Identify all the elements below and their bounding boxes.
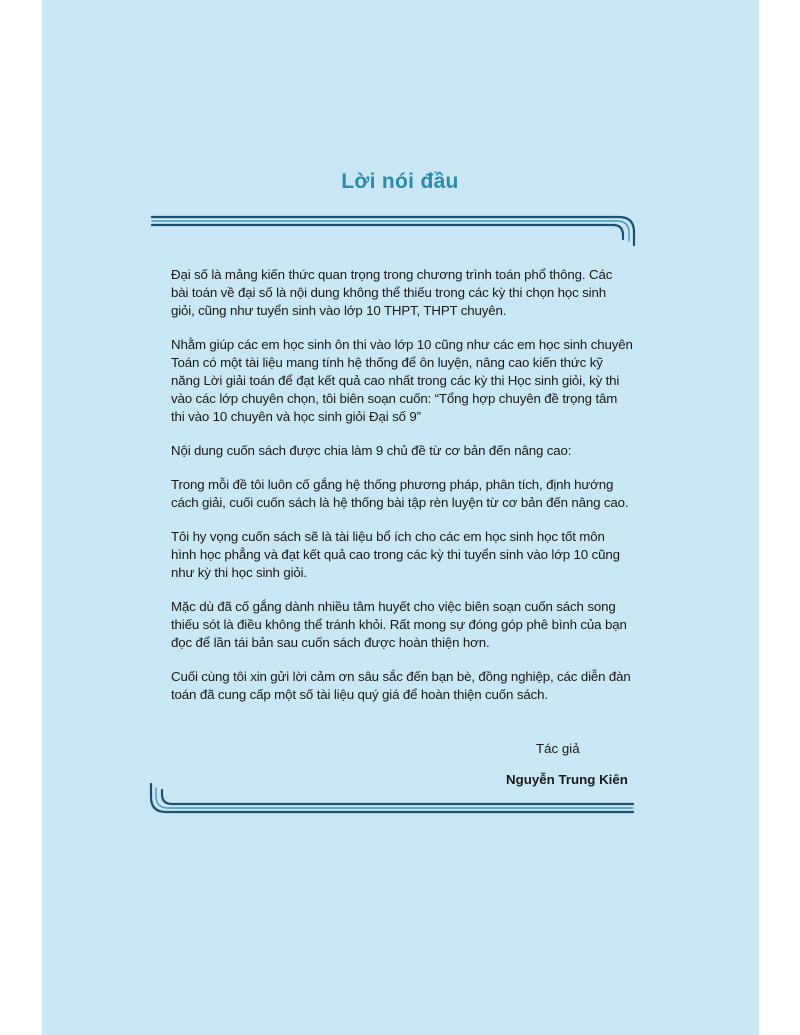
paragraph: Cuối cùng tôi xin gửi lời cảm ơn sâu sắc đến bạn bè, đồng nghiệp, các diễn đàn toán đã cung cấp một số tài liệu quý giá để hoàn thiện cuốn sách.	[171, 669, 631, 702]
page-title: Lời nói đầu	[341, 170, 459, 193]
paragraph: Đại số là mảng kiến thức quan trọng trong chương trình toán phổ thông. Các bài toán về đại số là nội dung không thể thiếu trong các kỳ thi chọn học sinh giỏi, cũng như tuyển sinh vào lớp 10 THPT, THPT chuyên.	[171, 267, 613, 318]
paragraph: Mặc dù đã cố gắng dành nhiều tâm huyết cho việc biên soạn cuốn sách song thiếu sót là điều không thể tránh khỏi. Rất mong sự đóng góp phê bình của bạn đọc để lần tái bản sau cuốn sách được hoàn thiện hơn.	[171, 599, 627, 650]
preface-body	[171, 266, 633, 720]
paragraph: Nhằm giúp các em học sinh ôn thi vào lớp 10 cũng như các em học sinh chuyên Toán có một tài liệu mang tính hệ thống để ôn luyện, nâng cao kiến thức kỹ năng Lời giải toán để đạt kết quả cao nhất trong các kỳ thi Học sinh giỏi, kỳ thi vào các lớp chuyên chọn, tôi biên soạn cuốn: “Tổng hợp chuyên đề trọng tâm thi vào 10 chuyên và học sinh giỏi Đại số 9”	[171, 337, 633, 424]
paragraph: Tôi hy vọng cuốn sách sẽ là tài liệu bổ ích cho các em học sinh học tốt môn hình học phẳng và đạt kết quả cao trong các kỳ thi tuyển sinh vào lớp 10 cũng như kỳ thi học sinh giỏi.	[171, 529, 620, 580]
paragraph: Nội dung cuốn sách được chia làm 9 chủ đề từ cơ bản đến nâng cao:	[171, 443, 572, 458]
paragraph: Trong mỗi đề tôi luôn cố gắng hệ thống phương pháp, phân tích, định hướng cách giải, cuối cuốn sách là hệ thống bài tập rèn luyện từ cơ bản đến nâng cao.	[171, 477, 629, 510]
signature-name: Nguyễn Trung Kiên	[506, 772, 628, 787]
signature-role: Tác giả	[536, 741, 580, 756]
